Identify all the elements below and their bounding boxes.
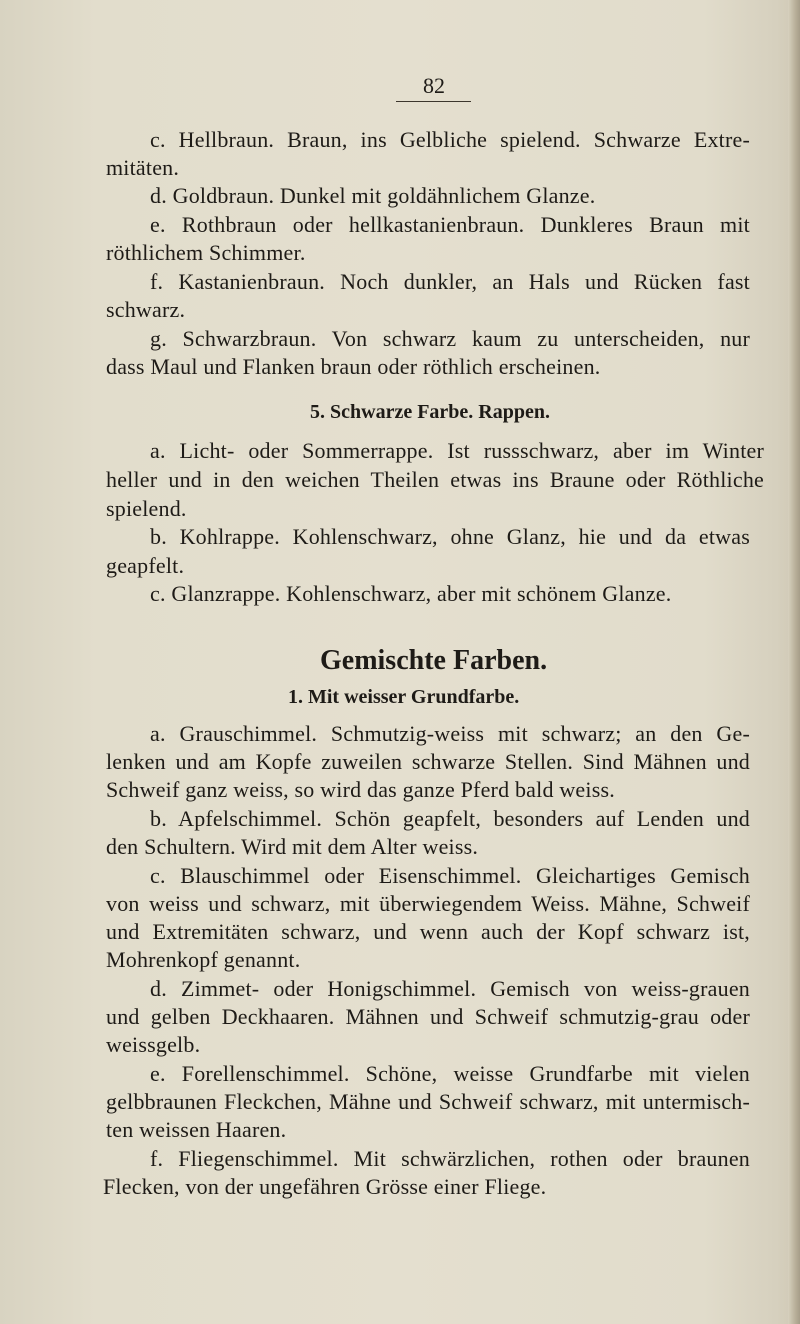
text-line-29: und gelben Deckhaaren. Mähnen und Schweif schmutzig-grau oder: [106, 1004, 750, 1029]
text-line-1: c. Hellbraun. Braun, ins Gelbliche spielend. Schwarze Extre-: [150, 127, 750, 152]
text-line-24: c. Blauschimmel oder Eisenschimmel. Gleichartiges Gemisch: [150, 863, 750, 888]
text-line-13: spielend.: [106, 496, 187, 521]
text-line-35: Flecken, von der ungefähren Grösse einer Fliege.: [103, 1174, 547, 1199]
section-title-gemischte-farben: Gemischte Farben.: [320, 645, 548, 676]
text-line-3: d. Goldbraun. Dunkel mit goldähnlichem Glanze.: [150, 183, 596, 208]
text-line-16: c. Glanzrappe. Kohlenschwarz, aber mit schönem Glanze.: [150, 581, 672, 606]
text-line-5: röthlichem Schimmer.: [106, 240, 306, 265]
text-line-27: Mohrenkopf genannt.: [106, 947, 301, 972]
heading-schwarze-farbe: 5. Schwarze Farbe. Rappen.: [310, 401, 550, 423]
text-line-4: e. Rothbraun oder hellkastanienbraun. Dunkleres Braun mit: [150, 212, 750, 237]
text-line-6: f. Kastanienbraun. Noch dunkler, an Hals und Rücken fast: [150, 269, 750, 294]
text-line-23: den Schultern. Wird mit dem Alter weiss.: [106, 834, 479, 859]
text-line-26: und Extremitäten schwarz, und wenn auch der Kopf schwarz ist,: [106, 919, 750, 944]
page-number: 82: [423, 73, 445, 98]
text-line-28: d. Zimmet- oder Honigschimmel. Gemisch von weiss-grauen: [150, 976, 750, 1001]
text-line-21: Schweif ganz weiss, so wird das ganze Pferd bald weiss.: [106, 777, 615, 802]
text-line-19: a. Grauschimmel. Schmutzig-weiss mit schwarz; an den Ge-: [150, 721, 750, 746]
text-line-20: lenken und am Kopfe zuweilen schwarze Stellen. Sind Mähnen und: [106, 749, 750, 774]
text-line-11: a. Licht- oder Sommerrappe. Ist russschwarz, aber im Winter: [150, 438, 764, 463]
text-line-22: b. Apfelschimmel. Schön geapfelt, besonders auf Lenden und: [150, 806, 750, 831]
text-line-15: geapfelt.: [106, 553, 185, 578]
heading-mit-weisser-grundfarbe: 1. Mit weisser Grundfarbe.: [288, 686, 520, 708]
page-edge-shadow: [788, 0, 800, 1324]
text-line-7: schwarz.: [106, 297, 186, 322]
text-line-33: ten weissen Haaren.: [106, 1117, 287, 1142]
text-line-14: b. Kohlrappe. Kohlenschwarz, ohne Glanz, hie und da etwas: [150, 524, 750, 549]
text-line-25: von weiss und schwarz, mit überwiegendem Weiss. Mähne, Schweif: [106, 891, 750, 916]
text-line-2: mitäten.: [106, 155, 180, 180]
text-line-34: f. Fliegenschimmel. Mit schwärzlichen, rothen oder braunen: [150, 1146, 750, 1171]
text-line-12: heller und in den weichen Theilen etwas ins Braune oder Röthliche: [106, 467, 764, 492]
header-rule: [396, 101, 471, 102]
text-line-9: dass Maul und Flanken braun oder röthlich erscheinen.: [106, 354, 601, 379]
text-line-30: weissgelb.: [106, 1032, 201, 1057]
text-line-31: e. Forellenschimmel. Schöne, weisse Grundfarbe mit vielen: [150, 1061, 750, 1086]
text-line-32: gelbbraunen Fleckchen, Mähne und Schweif schwarz, mit untermisch-: [106, 1089, 750, 1114]
text-line-8: g. Schwarzbraun. Von schwarz kaum zu unterscheiden, nur: [150, 326, 750, 351]
